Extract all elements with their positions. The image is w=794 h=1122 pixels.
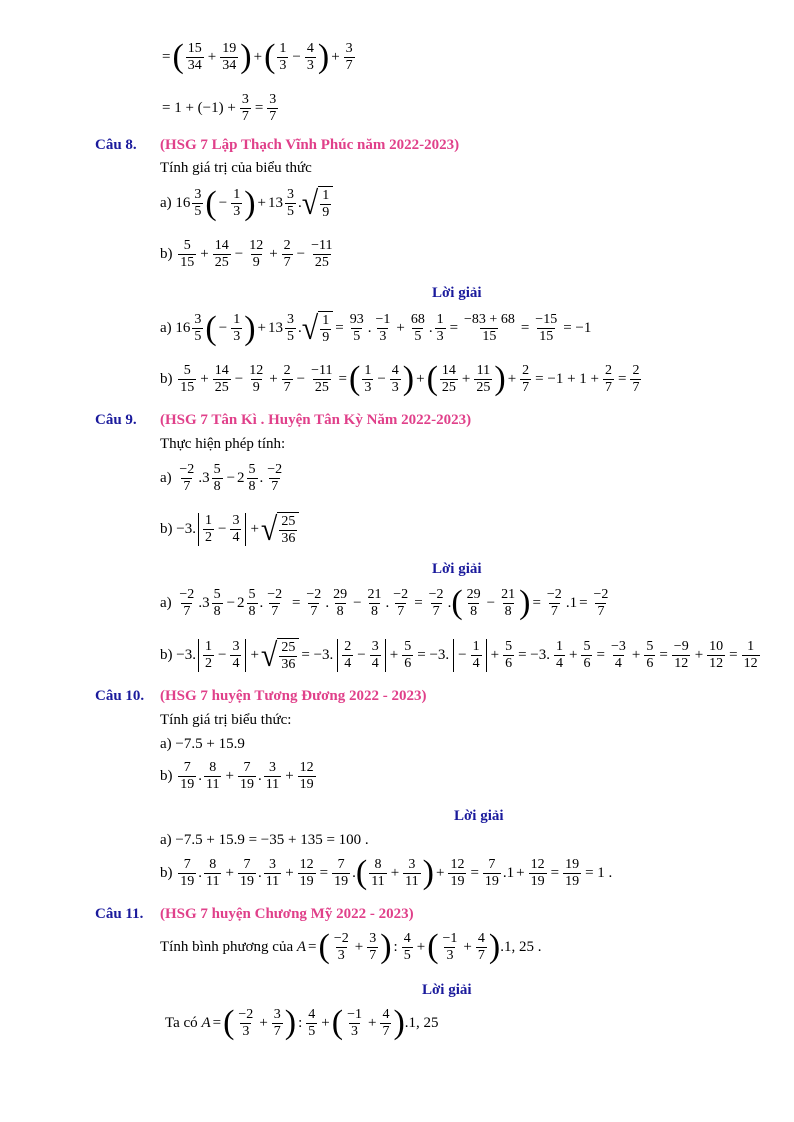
question-9-solution-heading: Lời giải	[432, 561, 482, 577]
question-8-prompt: Tính giá trị của biểu thức	[160, 160, 312, 176]
question-10-solution-b: b) 7 19 . 8 11 + $\frac{7}{19}$ . 3 11 + $\frac{12}{19}$ = $\frac{7}{19}$ . ( 8 11 + $\frac{3}{11}$ ) + $\frac{12}{19}$ = $\frac{7}{19}$ .1 + $\frac{12}{19}$ = $\frac{19}{19}$ = 1 .	[160, 856, 614, 890]
part-b-label: b)	[160, 768, 173, 784]
part-b-label: b)	[160, 521, 173, 537]
question-10-solution-a: a) −7.5 + 15.9 = −35 + 135 = 100 .	[160, 832, 369, 848]
question-10-part-a: a) −7.5 + 15.9	[160, 736, 245, 752]
top-expression-1: = ( 15 34 + $\frac{19}{34}$ ) + ( 1 3 − $\frac{4}{3}$ ) + $\frac{3}{7}$	[160, 40, 357, 74]
question-9-part-b: b) −3. 1 2 − $\frac{3}{4}$ + √ 25 36	[160, 512, 299, 547]
question-11-solution-line: Ta có A = ( −2 3 + $\frac{3}{7}$ ) : 4 5 + ( −1 3 + $\frac{4}{7}$ ) .1, 25	[165, 1006, 439, 1040]
question-10-source: (HSG 7 huyện Tương Đương 2022 - 2023)	[160, 688, 427, 704]
question-9-solution-a: a) −2 7 . 3 5 8 − 2 5 8 . $\frac{-2}{7}$ = $\frac{-2}{7}$ . 29 8 − $\frac{21}{8}$ . $\frac{-2}{7}$ = $\frac{-2}{7}$ . ( 29 8 − $\frac{21}{8}$ ) = $\frac{-2}{7}$ .1 = $\frac{-2}{7}$	[160, 586, 612, 620]
question-8-part-a: a) 16 3 5 ( − $\frac{1}{3}$ ) + 13 3 5 . √ 1 9	[160, 186, 333, 221]
top-expression-2: = 1 + (−1) + $\frac{3}{7}$ = $\frac{3}{7}$	[162, 92, 277, 124]
question-10-part-b: b) 7 19 . 8 11 + $\frac{7}{19}$ . 3 11 + $\frac{12}{19}$	[160, 760, 314, 792]
question-10-solution-heading: Lời giải	[454, 808, 504, 824]
question-9-source: (HSG 7 Tân Kì . Huyện Tân Kỳ Năm 2022-2023)	[160, 412, 472, 428]
question-11-prompt-text: Tính bình phương của	[160, 938, 294, 955]
question-11-source: (HSG 7 huyện Chương Mỹ 2022 - 2023)	[160, 906, 414, 922]
question-10-number: Câu 10.	[95, 688, 145, 704]
question-10-prompt: Tính giá trị biểu thức:	[160, 712, 292, 728]
question-11-solution-intro: Ta có	[165, 1014, 198, 1031]
question-11-number: Câu 11.	[95, 906, 144, 922]
question-8-solution-heading: Lời giải	[432, 285, 482, 301]
question-9-number: Câu 9.	[95, 412, 137, 428]
question-8-solution-a: a) 16 3 5 ( − $\frac{1}{3}$ ) + 13 3 5 . √ 1 9 = $\frac{93}{5}$ . −1 3 + $\frac{68}{5}$ . $\frac{1}{3}$ = $\frac{-83 + 68}{15}$ = $\frac{-15}{15}$ = −1	[160, 311, 593, 346]
question-9-prompt: Thực hiện phép tính:	[160, 436, 286, 452]
question-9-solution-b: b) −3. 1 2 − $\frac{3}{4}$ + √ 25 36 = −3. 2 4 − $\frac{3}{4}$ + $\frac{5}{6}$ = −3. − $\frac{1}{4}$ + $\frac{5}{6}$ = −3. 1 4 + $\frac{5}{6}$ = $\frac{-3}{4}$ + $\frac{5}{6}$ = $\frac{-9}{12}$ + $\frac{10}{12}$ = $\frac{1}{12}$	[160, 636, 758, 674]
part-a-label: a)	[160, 470, 172, 486]
question-8-source: (HSG 7 Lập Thạch Vĩnh Phúc năm 2022-2023)	[160, 137, 460, 153]
question-8-part-b: b) 5 15 + $\frac{14}{25}$ − $\frac{12}{9}$ + $\frac{2}{7}$ − $\frac{-11}{25}$	[160, 238, 333, 270]
question-8-solution-b: b) 5 15 + $\frac{14}{25}$ − $\frac{12}{9}$ + $\frac{2}{7}$ − $\frac{-11}{25}$ = ( 1 3 − $\frac{4}{3}$ ) + ( 14 25 + $\frac{11}{25}$ ) + $\frac{2}{7}$ = −1 + 1 + $\frac{2}{7}$ = $\frac{2}{7}$	[160, 362, 643, 396]
question-9-part-a: a) −2 7 . 3 5 8 − 2 5 8 . −2 7	[160, 462, 283, 494]
part-b-label: b)	[160, 246, 173, 262]
part-a-label: a)	[160, 195, 172, 211]
question-11-prompt: Tính bình phương của A = ( −2 3 + $\frac{3}{7}$ ) : 4 5 + ( −1 3 + $\frac{4}{7}$ ) .1, 25 .	[160, 930, 541, 964]
question-8-number: Câu 8.	[95, 137, 137, 153]
question-11-solution-heading: Lời giải	[422, 982, 472, 998]
